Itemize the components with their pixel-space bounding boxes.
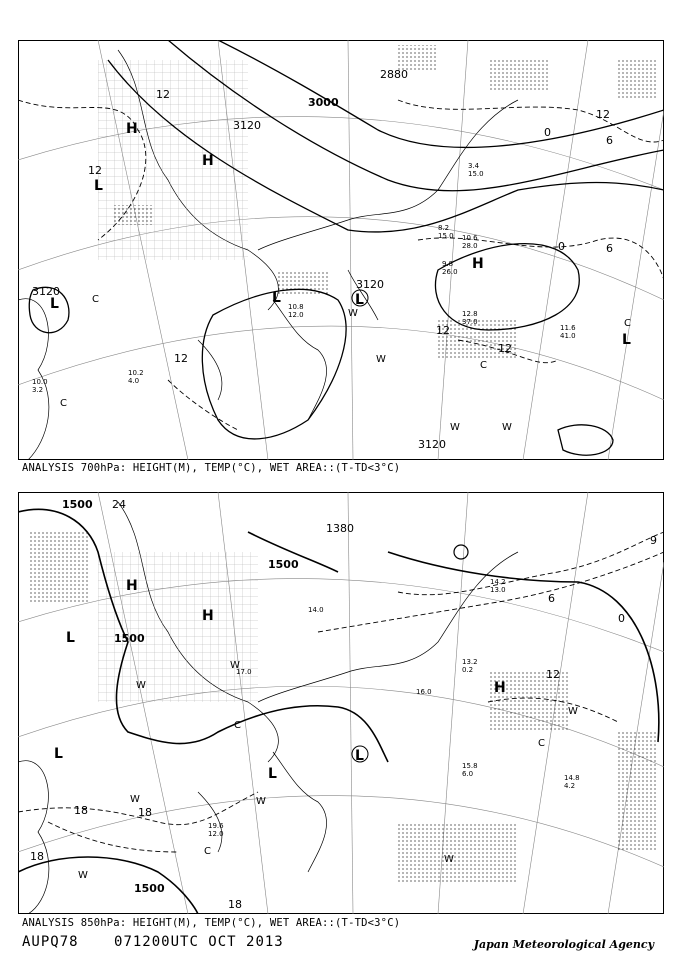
high-pressure-marker: H — [472, 256, 484, 272]
station-temp: 17.0 — [236, 668, 252, 676]
cold-center-marker: C — [624, 318, 631, 329]
warm-center-marker: W — [444, 854, 454, 865]
height-label: 3120 — [418, 438, 446, 451]
height-label: 1500 — [114, 632, 145, 645]
cold-center-marker: C — [60, 398, 67, 409]
station-temp: 10.0 — [32, 378, 48, 386]
low-pressure-marker: L — [50, 296, 59, 312]
height-label: 1500 — [134, 882, 165, 895]
station-dewpoint: 13.0 — [490, 586, 506, 594]
temp-label: 0 — [544, 126, 551, 139]
temp-label: 6 — [548, 592, 555, 605]
high-pressure-marker: H — [202, 153, 214, 169]
temp-label: 12 — [174, 352, 188, 365]
station-dewpoint: 41.0 — [560, 332, 576, 340]
cold-center-marker: C — [480, 360, 487, 371]
temp-label: 6 — [606, 242, 613, 255]
temp-label: 0 — [618, 612, 625, 625]
height-label: 1500 — [268, 558, 299, 571]
wet-area-dots — [28, 532, 88, 602]
temp-label: 9 — [650, 534, 657, 547]
warm-center-marker: W — [450, 422, 460, 433]
temp-label: 12 — [156, 88, 170, 101]
station-dewpoint: 6.0 — [462, 770, 474, 778]
height-label: 2880 — [380, 68, 408, 81]
temp-label: 12 — [88, 164, 102, 177]
station-dewpoint: 0.2 — [462, 666, 474, 674]
station-temp: 19.6 — [208, 822, 224, 830]
height-label: 3120 — [233, 119, 261, 132]
station-temp: 13.2 — [462, 658, 478, 666]
warm-center-marker: W — [568, 706, 578, 717]
dry-area-grid — [98, 60, 248, 260]
station-temp: 10.6 — [462, 234, 478, 242]
bulletin-code: AUPQ78 — [22, 934, 79, 950]
agency-credit: Japan Meteorological Agency — [473, 938, 654, 951]
warm-center-marker: W — [376, 354, 386, 365]
temp-label: 18 — [228, 898, 242, 911]
map-700hpa-svg — [18, 40, 664, 460]
warm-center-marker: W — [502, 422, 512, 433]
station-dewpoint: 3.2 — [32, 386, 44, 394]
temp-label: 12 — [498, 342, 512, 355]
map-850hpa-svg — [18, 492, 664, 914]
station-dewpoint: 15.0 — [438, 232, 454, 240]
low-pressure-marker: L — [355, 292, 364, 308]
station-temp: 14.8 — [564, 774, 580, 782]
caption-850hpa: ANALYSIS 850hPa: HEIGHT(M), TEMP(°C), WET AREA::(T-TD<3°C) — [22, 917, 401, 929]
station-dewpoint: 15.0 — [468, 170, 484, 178]
temp-label: 12 — [596, 108, 610, 121]
temp-label: 0 — [558, 240, 565, 253]
station-dewpoint: 28.0 — [462, 242, 478, 250]
temp-label: 18 — [138, 806, 152, 819]
analysis-700hpa-map — [18, 40, 664, 460]
high-pressure-marker: H — [126, 121, 138, 137]
station-temp: 12.8 — [462, 310, 478, 318]
wet-area-dots — [618, 732, 658, 852]
cold-center-marker: C — [92, 294, 99, 305]
low-pressure-marker: L — [94, 178, 103, 194]
temp-label: 18 — [30, 850, 44, 863]
temp-label: 6 — [606, 134, 613, 147]
station-dewpoint: 12.0 — [288, 311, 304, 319]
station-temp: 14.0 — [308, 606, 324, 614]
low-pressure-marker: L — [355, 748, 364, 764]
station-temp: 16.0 — [416, 688, 432, 696]
bulletin-header — [22, 934, 310, 950]
low-pressure-marker: L — [272, 290, 281, 306]
station-dewpoint: 12.0 — [208, 830, 224, 838]
temp-label: 24 — [112, 498, 126, 511]
height-label: 3000 — [308, 96, 339, 109]
cold-center-marker: C — [234, 720, 241, 731]
low-pressure-marker: L — [54, 746, 63, 762]
height-label: 1380 — [326, 522, 354, 535]
station-temp: 10.2 — [128, 369, 144, 377]
station-dewpoint: 37.0 — [462, 318, 478, 326]
height-label: 1500 — [62, 498, 93, 511]
low-pressure-marker: L — [268, 766, 277, 782]
warm-center-marker: W — [130, 794, 140, 805]
station-temp: 15.8 — [462, 762, 478, 770]
cold-center-marker: C — [204, 846, 211, 857]
height-label: 3120 — [32, 285, 60, 298]
station-temp: 11.6 — [560, 324, 576, 332]
station-temp: 14.2 — [490, 578, 506, 586]
cold-center-marker: C — [538, 738, 545, 749]
high-pressure-marker: H — [494, 680, 506, 696]
warm-center-marker: W — [78, 870, 88, 881]
analysis-850hpa-map — [18, 492, 664, 914]
temp-label: 18 — [74, 804, 88, 817]
warm-center-marker: W — [230, 660, 240, 671]
station-dewpoint: 4.0 — [128, 377, 140, 385]
low-pressure-marker: L — [622, 332, 631, 348]
bulletin-datetime: 071200UTC OCT 2013 — [114, 934, 284, 950]
caption-700hpa: ANALYSIS 700hPa: HEIGHT(M), TEMP(°C), WET AREA::(T-TD<3°C) — [22, 462, 401, 474]
temp-label: 12 — [436, 324, 450, 337]
station-temp: 10.8 — [288, 303, 304, 311]
low-pressure-marker: L — [66, 630, 75, 646]
station-dewpoint: 26.0 — [442, 268, 458, 276]
station-temp: 8.2 — [438, 224, 450, 232]
warm-center-marker: W — [136, 680, 146, 691]
warm-center-marker: W — [348, 308, 358, 319]
temp-label: 12 — [546, 668, 560, 681]
station-dewpoint: 4.2 — [564, 782, 576, 790]
wet-area-dots — [398, 822, 518, 882]
station-temp: 9.8 — [442, 260, 454, 268]
high-pressure-marker: H — [202, 608, 214, 624]
high-pressure-marker: H — [126, 578, 138, 594]
height-label: 3120 — [356, 278, 384, 291]
warm-center-marker: W — [256, 796, 266, 807]
station-temp: 3.4 — [468, 162, 480, 170]
